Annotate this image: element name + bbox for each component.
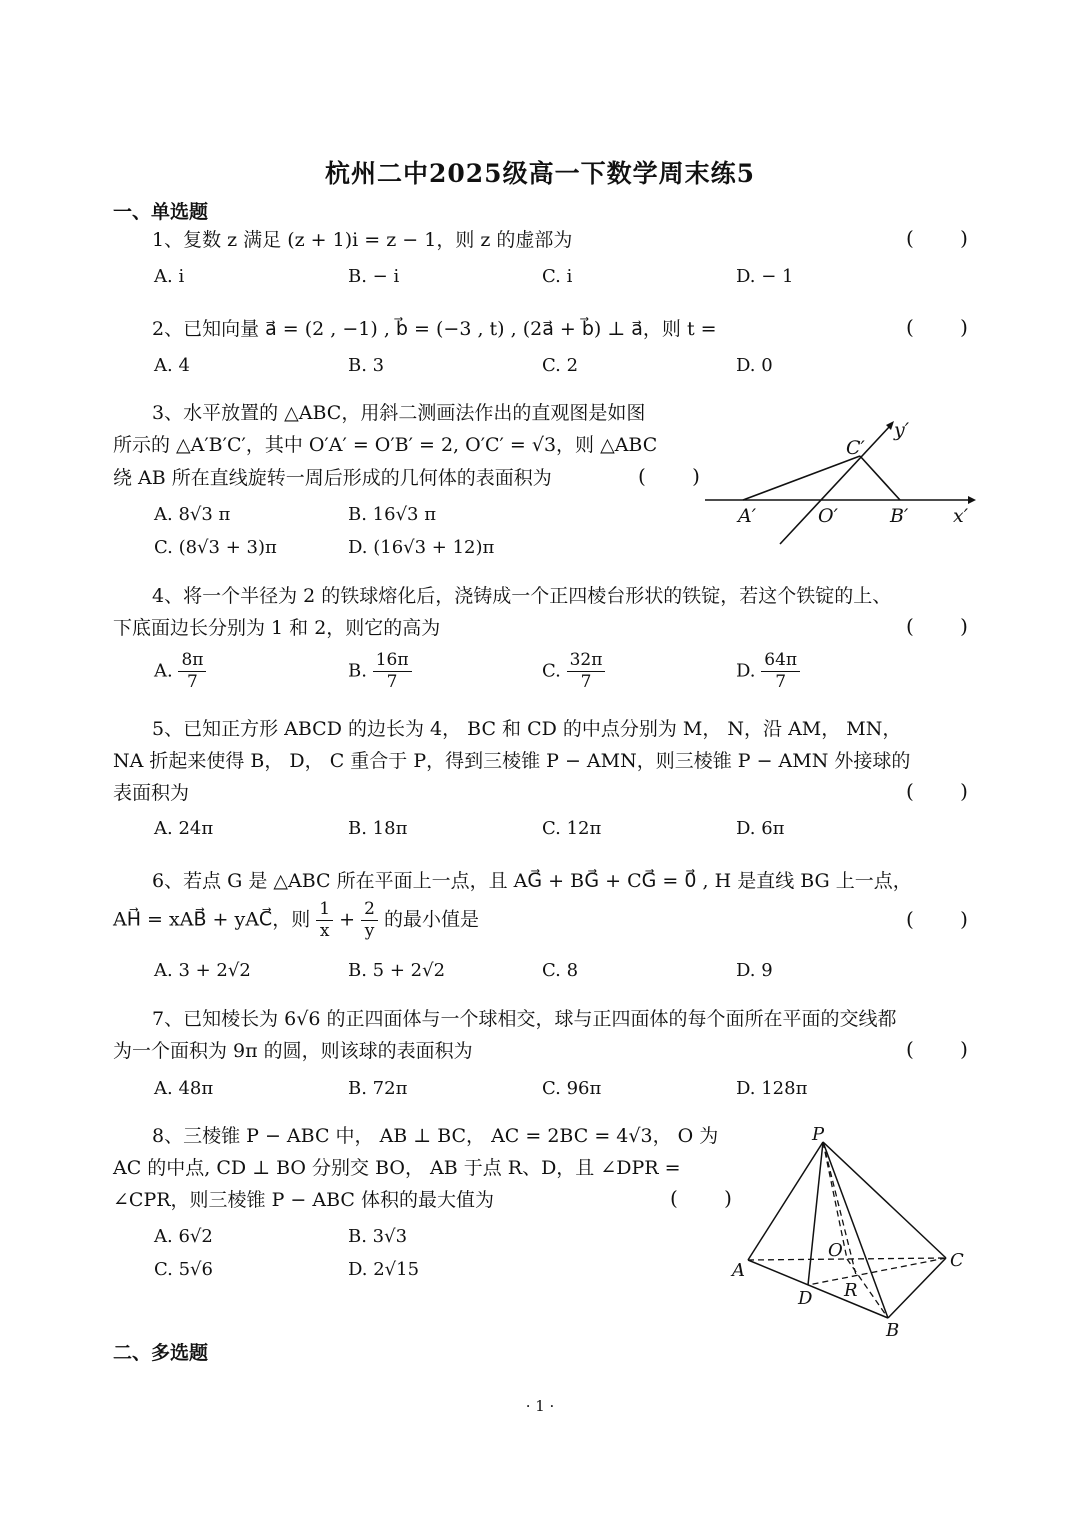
label-a-prime: A′ (738, 505, 757, 527)
label-o-prime: O′ (818, 505, 838, 527)
label-d: D (798, 1288, 813, 1309)
question-5-option-a: A. 24π (154, 818, 214, 839)
question-8-stem-line-1: 8、三棱锥 P − ABC 中， AB ⊥ BC， AC = 2BC = 4√3， O 为 (152, 1125, 719, 1147)
question-8-stem-line-2: AC 的中点, CD ⊥ BO 分别交 BO， AB 于点 R、D，且 ∠DPR = (113, 1157, 681, 1179)
page-number: · 1 · (525, 1397, 555, 1415)
question-1-option-a: A. i (154, 266, 185, 287)
question-6-option-b: B. 5 + 2√2 (348, 960, 446, 981)
question-2-option-c: C. 2 (542, 355, 579, 376)
option-a-label: A. (154, 660, 173, 682)
label-p: P (812, 1124, 825, 1145)
option-d-fraction (761, 652, 800, 691)
option-d-denominator: 7 (775, 672, 787, 692)
question-6-expression: AH⃗ = xAB⃗ + yAC⃗，则 (113, 908, 311, 931)
option-d-numerator: 64π (761, 652, 800, 672)
option-a-numerator: 8π (178, 652, 206, 672)
option-c-label: C. (542, 660, 561, 682)
question-7-stem-line-1: 7、已知棱长为 6√6 的正四面体与一个球相交，球与正四面体的每个面所在平面的交线都 (152, 1008, 897, 1030)
question-7-answer-bracket: ( ) (906, 1037, 988, 1061)
option-a-fraction (178, 652, 206, 691)
question-2-option-b: B. 3 (348, 355, 385, 376)
question-1-option-b: B. − i (348, 266, 400, 287)
question-2-option-a: A. 4 (154, 355, 190, 376)
question-3-answer-bracket: ( ) (638, 464, 720, 488)
question-3-stem-line-3: 绕 AB 所在直线旋转一周后形成的几何体的表面积为 (113, 467, 552, 489)
option-a-denominator: 7 (187, 672, 198, 692)
question-3-stem-line-2: 所示的 △A′B′C′，其中 O′A′ = O′B′ = 2, O′C′ = √3，则 △ABC (113, 434, 658, 456)
option-b-label: B. (348, 660, 367, 682)
question-4-stem-line-1: 4、将一个半径为 2 的铁球熔化后，浇铸成一个正四棱台形状的铁锭，若这个铁锭的上、 (152, 585, 892, 607)
question-6-option-a: A. 3 + 2√2 (154, 960, 251, 981)
question-5-option-d: D. 6π (736, 818, 785, 839)
question-6-answer-bracket: ( ) (906, 907, 988, 931)
question-4-option-b (348, 652, 412, 691)
question-7-option-d: D. 128π (736, 1078, 808, 1099)
label-b: B (886, 1320, 900, 1340)
question-3-option-d: D. (16√3 + 12)π (348, 537, 495, 558)
edge-a-b (748, 1260, 888, 1318)
fraction-1-denominator: x (319, 921, 330, 941)
label-r: R (844, 1280, 858, 1301)
section-header-multiple-choice: 二、多选题 (113, 1342, 209, 1364)
fraction-2-numerator: 2 (361, 901, 378, 921)
question-7-stem-line-2: 为一个面积为 9π 的圆，则该球的表面积为 (113, 1040, 473, 1062)
question-2-answer-bracket: ( ) (906, 315, 988, 339)
question-1-option-c: C. i (542, 266, 573, 287)
question-3-option-b: B. 16√3 π (348, 504, 437, 525)
question-3-option-c: C. (8√3 + 3)π (154, 537, 277, 558)
label-y-prime: y′ (894, 419, 910, 441)
question-8-option-c: C. 5√6 (154, 1259, 213, 1280)
question-1-option-d: D. − 1 (736, 266, 794, 287)
segment-c-d-hidden (808, 1258, 946, 1285)
segment-c-b (860, 456, 900, 500)
question-8-option-a: A. 6√2 (154, 1226, 213, 1247)
fraction-2-denominator: y (364, 921, 375, 941)
x-axis-arrowhead (968, 496, 976, 504)
page-title: 杭州二中2025级高一下数学周末练5 (325, 159, 755, 188)
fraction-two-over-y (361, 901, 378, 940)
option-c-numerator: 32π (567, 652, 606, 672)
question-8-option-b: B. 3√3 (348, 1226, 408, 1247)
question-5-stem-line-1: 5、已知正方形 ABCD 的边长为 4， BC 和 CD 的中点分别为 M， N，沿 AM， MN， (152, 718, 902, 740)
question-8-answer-bracket: ( ) (670, 1186, 752, 1210)
label-b-prime: B′ (890, 505, 909, 527)
fraction-1-numerator: 1 (316, 901, 333, 921)
question-8-stem-line-3: ∠CPR，则三棱锥 P − ABC 体积的最大值为 (113, 1189, 494, 1211)
plus-sign: + (339, 908, 356, 931)
question-8-pyramid-diagram (728, 1120, 978, 1340)
question-5-answer-bracket: ( ) (906, 779, 988, 803)
question-4-answer-bracket: ( ) (906, 614, 988, 638)
question-6-stem-line-1: 6、若点 G 是 △ABC 所在平面上一点，且 AG⃗ + BG⃗ + CG⃗ = 0⃗ , H 是直线 BG 上一点， (152, 870, 912, 892)
question-8-option-d: D. 2√15 (348, 1259, 420, 1280)
question-5-option-c: C. 12π (542, 818, 602, 839)
question-6-option-c: C. 8 (542, 960, 579, 981)
question-1-stem: 1、复数 z 满足 (z + 1)i = z − 1，则 z 的虚部为 (152, 229, 573, 251)
question-7-option-c: C. 96π (542, 1078, 602, 1099)
question-6-option-d: D. 9 (736, 960, 773, 981)
question-6-tail: 的最小值是 (383, 908, 479, 931)
option-b-denominator: 7 (386, 672, 398, 692)
question-4-stem-line-2: 下底面边长分别为 1 和 2，则它的高为 (113, 617, 441, 639)
question-6-stem-line-2 (113, 901, 479, 940)
fraction-one-over-x (316, 901, 333, 940)
option-c-denominator: 7 (580, 672, 592, 692)
option-d-label: D. (736, 660, 756, 682)
question-5-option-b: B. 18π (348, 818, 408, 839)
label-c-prime: C′ (846, 437, 865, 459)
label-o: O (828, 1240, 843, 1261)
question-4-option-d (736, 652, 800, 691)
option-c-fraction (567, 652, 606, 691)
question-4-option-a (154, 652, 206, 691)
label-x-prime: x′ (953, 505, 969, 527)
option-b-fraction (373, 652, 412, 691)
question-3-option-a: A. 8√3 π (154, 504, 231, 525)
question-5-stem-line-2: NA 折起来使得 B， D， C 重合于 P，得到三棱锥 P − AMN，则三棱锥 P − AMN 外接球的 (113, 750, 911, 772)
question-2-option-d: D. 0 (736, 355, 773, 376)
question-7-option-b: B. 72π (348, 1078, 408, 1099)
section-header-single-choice: 一、单选题 (113, 201, 209, 223)
label-a: A (732, 1260, 745, 1281)
question-3-stem-line-1: 3、水平放置的 △ABC，用斜二测画法作出的直观图是如图 (152, 402, 646, 424)
question-7-option-a: A. 48π (154, 1078, 214, 1099)
question-3-oblique-diagram (700, 412, 980, 552)
question-2-stem: 2、已知向量 a⃗ = (2 , −1) , b⃗ = (−3 , t) , (2a⃗ + b⃗) ⊥ a⃗，则 t = (152, 318, 717, 340)
label-c: C (950, 1250, 964, 1271)
question-4-option-c (542, 652, 605, 691)
option-b-numerator: 16π (373, 652, 412, 672)
question-1-answer-bracket: ( ) (906, 226, 988, 250)
question-5-stem-line-3: 表面积为 (113, 782, 190, 804)
